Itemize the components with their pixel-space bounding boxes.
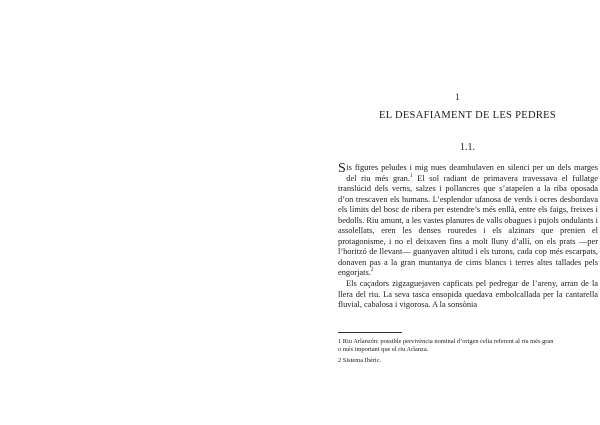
footnote-2: 2 Sistema Ibèric. [338, 357, 382, 364]
footnote-ref-1: 1 [409, 172, 413, 179]
chapter-title: EL DESAFIAMENT DE LES PEDRES [379, 110, 556, 121]
footnotes [338, 338, 558, 368]
footnote-ref-2: 2 [370, 267, 374, 274]
drop-cap: S [338, 161, 346, 176]
body-text [338, 163, 598, 311]
paragraph-2: Els caçadors zigzaguejaven capficats pel pedregar de l’areny, arran de la llera del riu. La seva tasca ensopida quedava embolcallada per la cantarella fluvial, cabalosa i vigorosa. A la sonsònia [338, 279, 598, 310]
footnote-divider [338, 332, 402, 333]
right-page: 1 EL DESAFIAMENT DE LES PEDRES 1.1. Sis figures peludes i mig nues deambulaven en silenci per un dels marges del riu més gran.$^1$ El sol radiant de primavera travessava el fullatge translúcid dels verns, salzes i pollancres que s’atapeïen a la riba oposada d’on trescaven els humans. L’esplendor ufanosa de verds i ocres desbordava els límits del bosc de ribera per estendre’s més enllà, entre els faigs, freixes i bedolls. Riu amunt, a les vastes planures de valls obagues i pujols ondulants i assolellats, eren les denses rouredes i els alzinars que prenien el protagonisme, i no el deixaven fins a molt lluny d’allí, on els prats —per l’horitzó de llevant— guanyaven altitud i els turons, cada cop més escarpats, donaven pas a la gran muntanya de cims blancs i terres altes tallades pels engorjats.$^2$ Els caçadors zigzaguejaven capficats pel pedregar de l’areny, arran de la llera del riu. La seva tasca ensopida quedava embolcallada per la cantarella fluvial, cabalosa i vigorosa. A la sonsònia 1 Riu Arlanzón: possible pervivència nominal d’origen celta referent al riu més gran o més important que el riu Arlanza. 2 Sistema Ibèric. [300, 0, 600, 425]
section-number: 1.1. [460, 142, 475, 153]
paragraph-1 [338, 163, 598, 279]
paragraph-1-text-a: is figures peludes i mig nues deambulaven en silenci per un dels marges del riu més gran. [346, 163, 598, 183]
footnote-1: 1 Riu Arlanzón: possible pervivència nominal d’origen celta referent al riu més gran o més important que el riu Arlanza. [338, 338, 554, 353]
paragraph-1-text-b: El sol radiant de primavera travessava el fullatge translúcid dels verns, salzes i pollancres que s’atapeïen a la riba oposada d’on trescaven els humans. L’esplendor ufanosa de verds i ocres desbordava els límits del bosc de ribera per estendre’s més enllà, entre els faigs, freixes i bedolls. Riu amunt, a les vastes planures de valls obagues i pujols ondulants i assolellats, eren les denses rouredes i els alzinars que prenien el protagonisme, i no el deixaven fins a molt lluny d’allí, on els prats —per l’horitzó de llevant— guanyaven altitud i els turons, cada cop més escarpats, donaven pas a la gran muntanya de cims blancs i terres altes tallades pels engorjats. [338, 173, 598, 278]
